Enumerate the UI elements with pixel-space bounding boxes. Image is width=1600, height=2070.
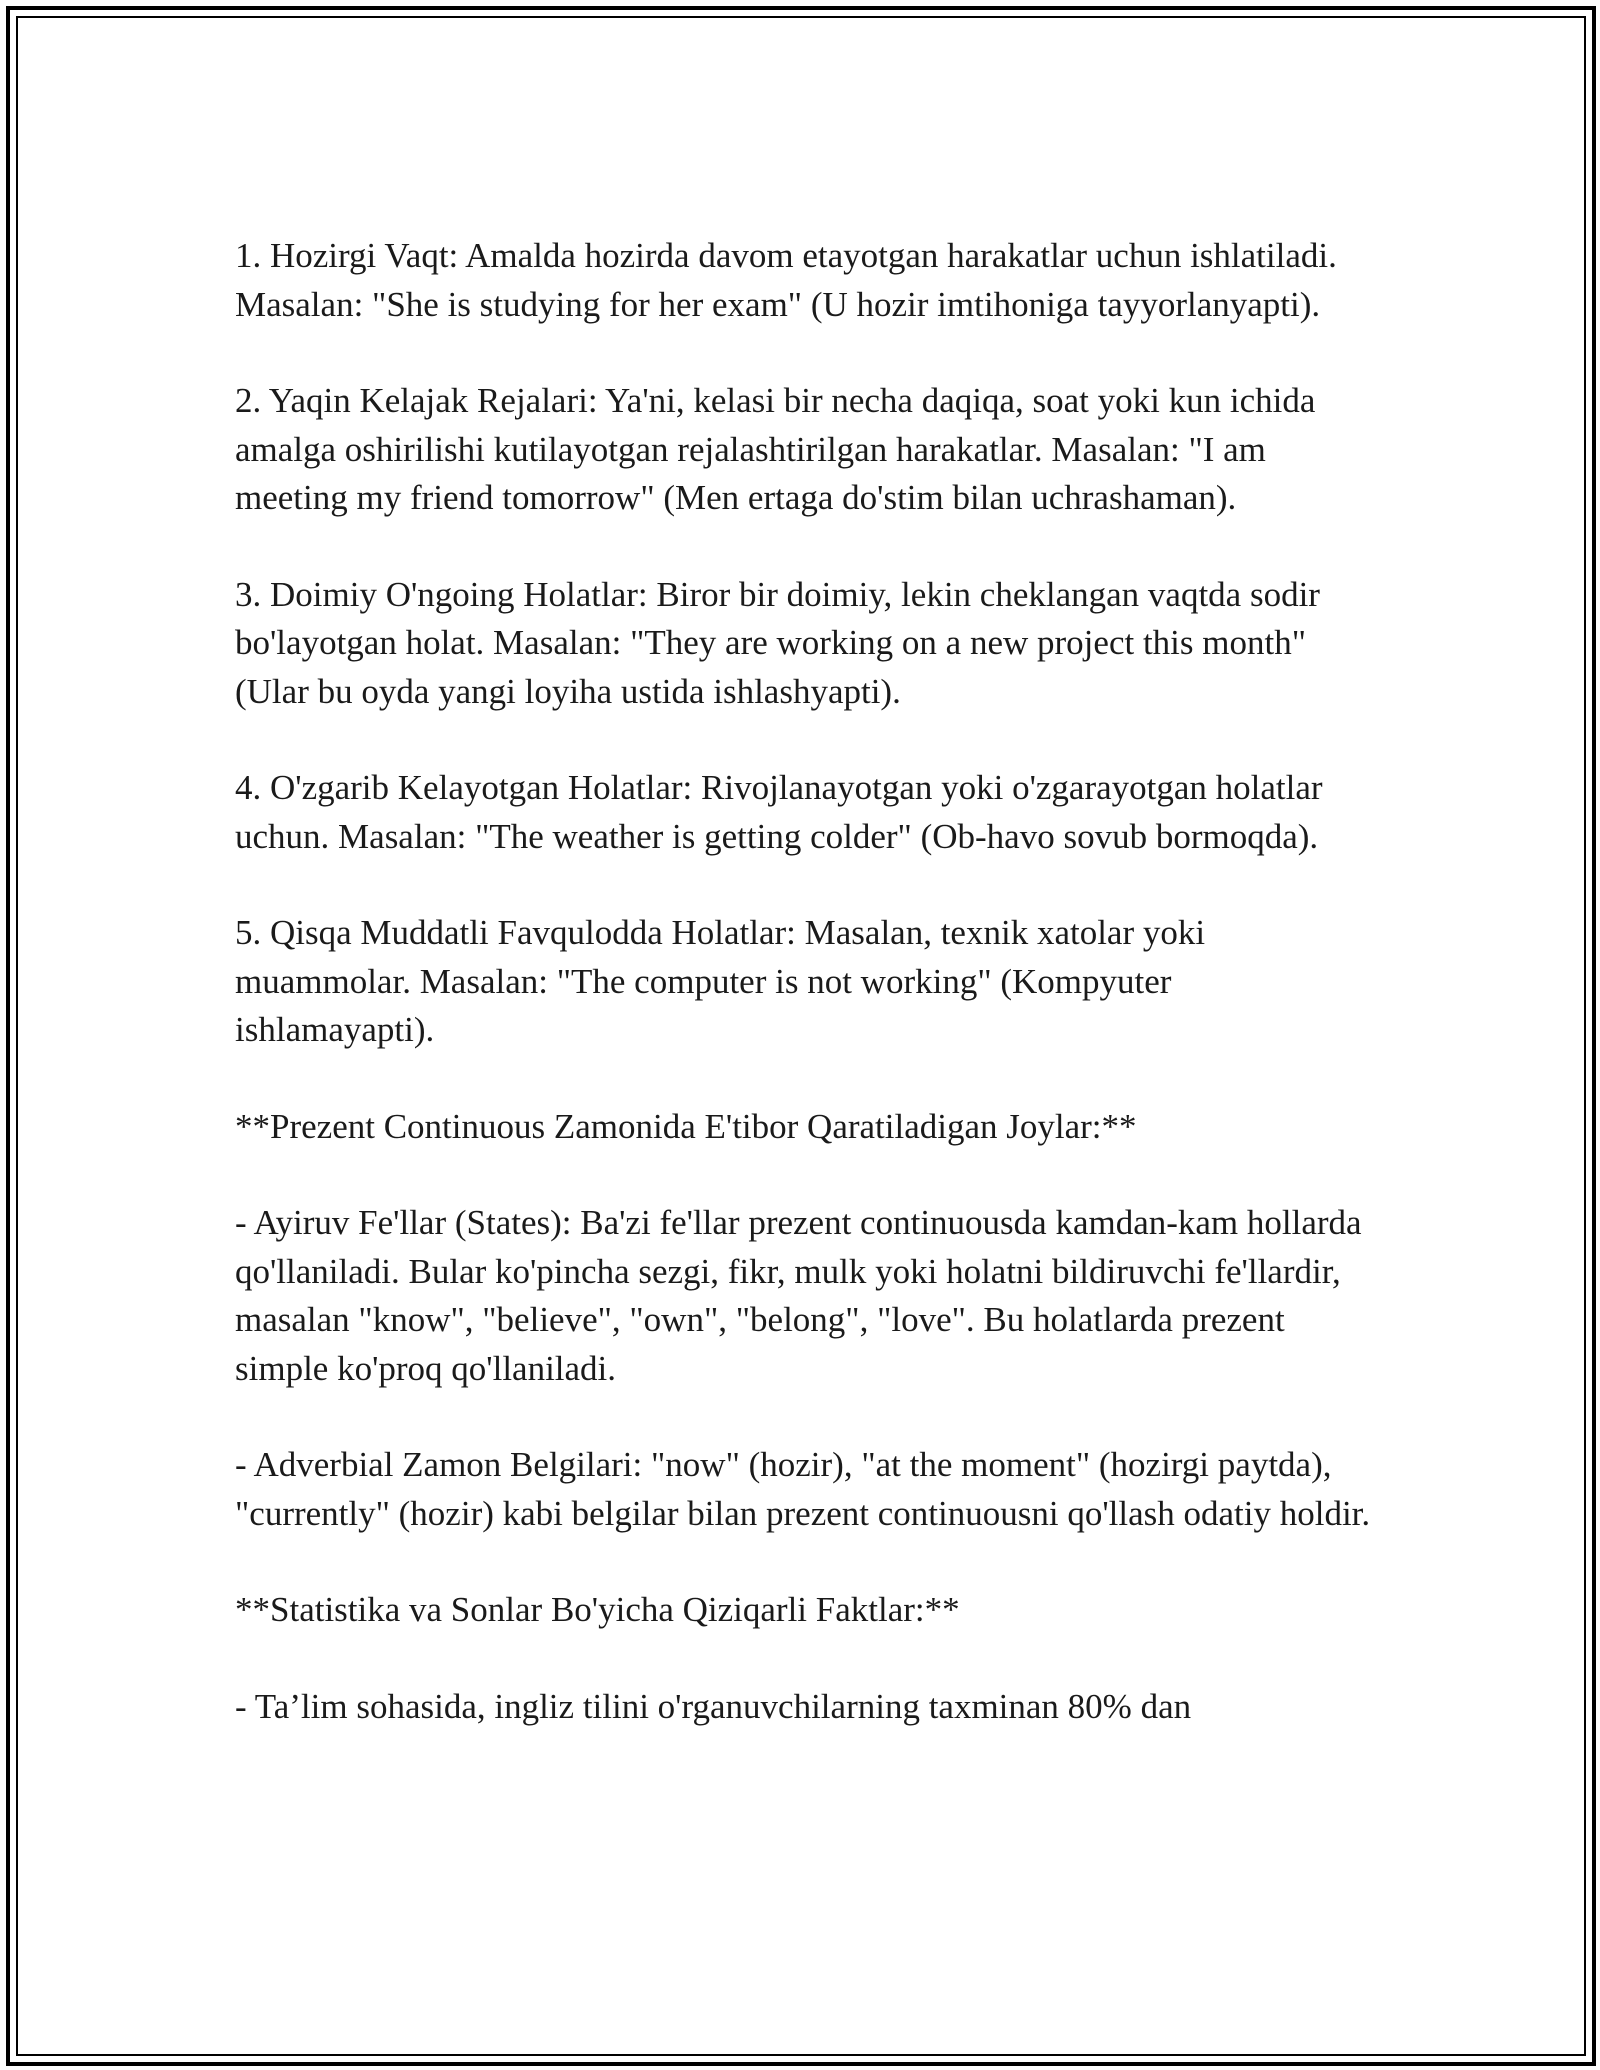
paragraph-ongoing-states: 3. Doimiy O'ngoing Holatlar: Biror bir doimiy, lekin cheklangan vaqtda sodir bo'layotgan holat. Masalan: "They are working on a new project this month" (Ular bu oyda yangi loyiha ustida ishlashyapti).: [235, 574, 1320, 711]
paragraph-near-future-plans: 2. Yaqin Kelajak Rejalari: Ya'ni, kelasi bir necha daqiqa, soat yoki kun ichida amalga oshirilishi kutilayotgan rejalashtirilgan harakatlar. Masalan: "I am meeting my friend tomorrow" (Men ertaga do'stim bilan uchrashaman).: [235, 381, 1316, 517]
bullet-stative-verbs: - Ayiruv Fe'llar (States): Ba'zi fe'llar prezent continuousda kamdan-kam hollarda qo'llaniladi. Bular ko'pincha sezgi, fikr, mulk yoki holatni bildiruvchi fe'llardir, masalan "know", "believe", "own", "belong", "love". Bu holatlarda prezent simple ko'proq qo'llaniladi.: [235, 1203, 1362, 1388]
paragraph-temporary-situations: 5. Qisqa Muddatli Favqulodda Holatlar: Masalan, texnik xatolar yoki muammolar. Masalan: "The computer is not working" (Kompyuter ishlamayapti).: [235, 913, 1206, 1049]
paragraph-changing-states: 4. O'zgarib Kelayotgan Holatlar: Rivojlanayotgan yoki o'zgarayotgan holatlar uchun. Masalan: "The weather is getting colder" (Ob-havo sovub bormoqda).: [235, 768, 1323, 856]
bullet-time-adverbials: - Adverbial Zamon Belgilari: "now" (hozir), "at the moment" (hozirgi paytda), "currently" (hozir) kabi belgilar bilan prezent continuousni qo'llash odatiy holdir.: [235, 1445, 1371, 1533]
bullet-education-statistic: - Ta’lim sohasida, ingliz tilini o'rganuvchilarning taxminan 80% dan: [235, 1686, 1192, 1726]
paragraph-present-now: 1. Hozirgi Vaqt: Amalda hozirda davom etayotgan harakatlar uchun ishlatiladi. Masalan: "She is studying for her exam" (U hozir imtihoniga tayyorlanyapti).: [235, 236, 1337, 324]
section-heading-attention-points: **Prezent Continuous Zamonida E'tibor Qaratiladigan Joylar:**: [235, 1106, 1137, 1146]
section-heading-statistics: **Statistika va Sonlar Bo'yicha Qiziqarli Faktlar:**: [235, 1590, 960, 1629]
document-body: [235, 232, 1375, 1731]
